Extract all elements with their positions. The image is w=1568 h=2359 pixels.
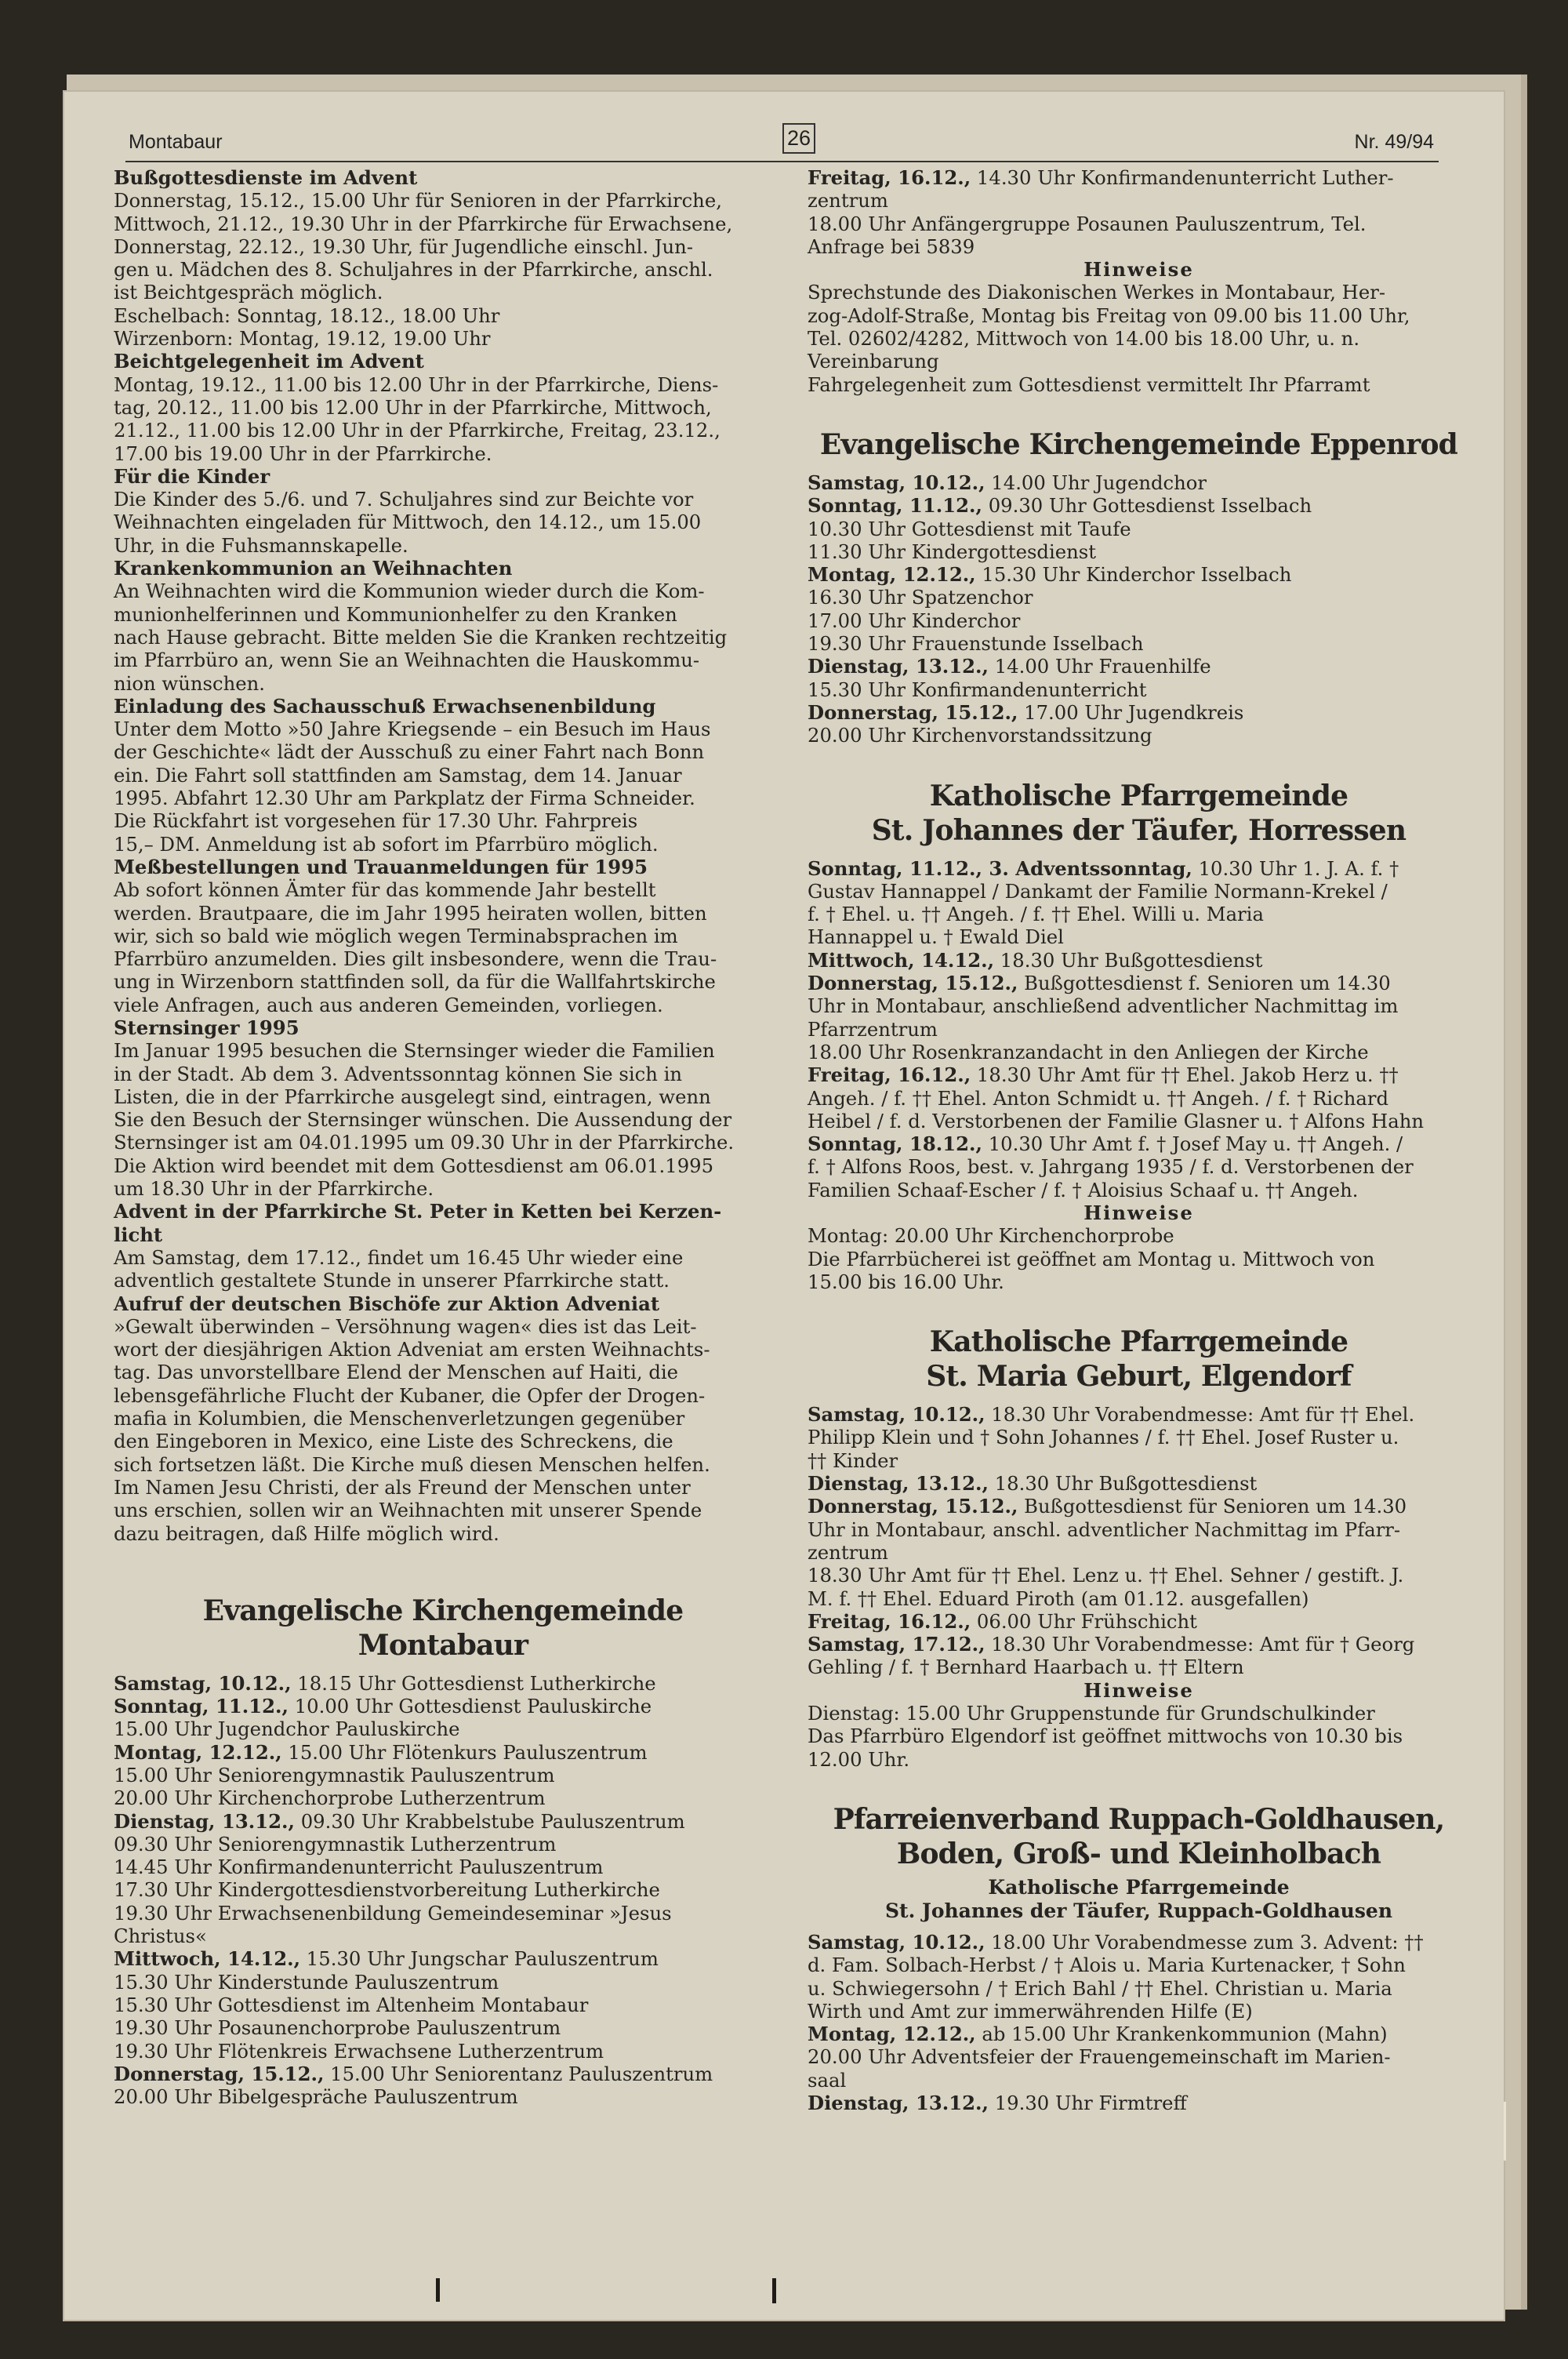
schedule-line — [808, 1132, 1470, 1155]
text-line: Tel. 02602/4282, Mittwoch von 14.00 bis 18.00 Uhr, u. n. — [808, 327, 1360, 351]
schedule-date: Donnerstag, 15.12., — [808, 1495, 1018, 1518]
schedule-date: Sonntag, 18.12., — [808, 1132, 982, 1156]
schedule-line — [808, 540, 1470, 563]
schedule-text: 16.30 Uhr Spatzenchor — [808, 586, 1033, 609]
schedule-line — [808, 994, 1470, 1017]
schedule-line — [114, 2063, 772, 2085]
schedule-date: Dienstag, 13.12., — [808, 1472, 989, 1496]
schedule-line — [808, 1518, 1470, 1541]
schedule-text: d. Fam. Solbach-Herbst / † Alois u. Maria Kurtenacker, † Sohn — [808, 1954, 1406, 1977]
schedule-line — [808, 494, 1470, 517]
text-line: mafia in Kolumbien, die Menschenverletzungen gegenüber — [114, 1407, 685, 1430]
schedule-text: Philipp Klein und † Sohn Johannes / f. †† Ehel. Josef Ruster u. — [808, 1426, 1399, 1449]
text-line: gen u. Mädchen des 8. Schuljahres in der Pfarrkirche, anschl. — [114, 258, 713, 282]
paper-edge-mark — [1504, 2102, 1506, 2161]
text-line: Fahrgelegenheit zum Gottesdienst vermittelt Ihr Pfarramt — [808, 373, 1370, 396]
schedule-text: 20.00 Uhr Kirchenchorprobe Lutherzentrum — [114, 1787, 546, 1810]
schedule-date: Mittwoch, 14.12., — [808, 948, 995, 972]
schedule-line — [114, 1833, 772, 1856]
schedule-date: Freitag, 16.12., — [808, 1063, 971, 1087]
block-heading: Beichtgelegenheit im Advent — [114, 350, 424, 373]
schedule-text: Christus« — [114, 1925, 207, 1948]
schedule-text: 20.00 Uhr Kirchenvorstandssitzung — [808, 724, 1152, 747]
text-line: 1995. Abfahrt 12.30 Uhr am Parkplatz der Firma Schneider. — [114, 787, 695, 810]
schedule-line — [808, 2045, 1470, 2068]
schedule-text: 18.30 Uhr Bußgottesdienst — [994, 948, 1263, 972]
schedule-text: 14.00 Uhr Jugendchor — [985, 471, 1207, 494]
header-town: Montabaur — [129, 131, 223, 153]
block-heading: Krankenkommunion an Weihnachten — [114, 557, 513, 580]
schedule-line — [808, 518, 1470, 540]
text-line: Das Pfarrbüro Elgendorf ist geöffnet mittwochs von 10.30 bis — [808, 1725, 1403, 1748]
schedule-date: Samstag, 10.12., — [114, 1671, 292, 1695]
schedule-line — [808, 235, 1470, 258]
issue-number: Nr. 49/94 — [1354, 131, 1434, 153]
schedule-text: 14.45 Uhr Konfirmandenunterricht Pauluszentrum — [114, 1856, 604, 1879]
text-line: Sie den Besuch der Sternsinger wünschen. Die Aussendung der — [114, 1108, 732, 1132]
schedule-date: Mittwoch, 14.12., — [114, 1947, 301, 1971]
text-line: Sprechstunde des Diakonischen Werkes in Montabaur, Her- — [808, 281, 1386, 304]
schedule-text: Pfarrzentrum — [808, 1017, 938, 1041]
schedule-text: Uhr in Montabaur, anschließend adventlicher Nachmittag im — [808, 994, 1399, 1018]
schedule-line — [808, 2023, 1470, 2045]
schedule-line — [808, 1041, 1470, 1063]
schedule-text: 15.30 Uhr Kinderstunde Pauluszentrum — [114, 1970, 499, 1994]
schedule-text: Heibel / f. d. Verstorbenen der Familie Glasner u. † Alfons Hahn — [808, 1109, 1424, 1132]
section-title: Boden, Groß- und Kleinholbach — [896, 1837, 1381, 1870]
section-title: Evangelische Kirchengemeinde Eppenrod — [819, 427, 1458, 461]
schedule-line — [808, 166, 1470, 189]
schedule-text: 18.15 Uhr Gottesdienst Lutherkirche — [291, 1671, 656, 1695]
schedule-line — [808, 903, 1470, 925]
schedule-line — [114, 1672, 772, 1695]
schedule-text: 15.00 Uhr Jugendchor Pauluskirche — [114, 1717, 460, 1741]
schedule-line — [808, 1018, 1470, 1041]
schedule-line — [808, 701, 1470, 724]
schedule-line — [808, 609, 1470, 632]
schedule-text: Bußgottesdienst f. Senioren um 14.30 — [1018, 972, 1391, 995]
block-heading: licht — [114, 1223, 163, 1246]
text-line: Vereinbarung — [808, 350, 939, 373]
schedule-text: f. † Alfons Roos, best. v. Jahrgang 1935 / f. d. Verstorbenen der — [808, 1155, 1414, 1179]
text-line: 21.12., 11.00 bis 12.00 Uhr in der Pfarrkirche, Freitag, 23.12., — [114, 419, 720, 442]
schedule-text: 18.00 Uhr Rosenkranzandacht in den Anliegen der Kirche — [808, 1040, 1369, 1063]
text-line: ung in Wirzenborn stattfinden soll, da für die Wallfahrtskirche — [114, 970, 716, 994]
text-line: wir, sich so bald wie möglich wegen Terminabsprachen im — [114, 924, 678, 947]
block-heading: Sternsinger 1995 — [114, 1016, 299, 1039]
page-number: 26 — [782, 123, 815, 154]
schedule-line — [808, 1587, 1470, 1610]
schedule-text: 09.30 Uhr Krabbelstube Pauluszentrum — [294, 1809, 685, 1833]
text-line: Ab sofort können Ämter für das kommende Jahr bestellt — [114, 878, 656, 902]
schedule-line — [808, 1449, 1470, 1472]
block-heading: Für die Kinder — [114, 464, 270, 488]
schedule-text: 10.30 Uhr 1. J. A. f. † — [1192, 856, 1399, 880]
schedule-text: 17.30 Uhr Kindergottesdienstvorbereitung Lutherkirche — [114, 1878, 660, 1902]
schedule-line — [808, 1063, 1470, 1086]
section-title: Katholische Pfarrgemeinde — [929, 779, 1348, 812]
section-title: Katholische Pfarrgemeinde — [929, 1325, 1348, 1359]
schedule-line — [114, 1971, 772, 1994]
schedule-text: 18.30 Uhr Vorabendmesse: Amt für †† Ehel. — [985, 1403, 1415, 1427]
text-line: Mittwoch, 21.12., 19.30 Uhr in der Pfarrkirche für Erwachsene, — [114, 212, 733, 235]
schedule-text: 14.00 Uhr Frauenhilfe — [988, 655, 1211, 678]
schedule-date: Freitag, 16.12., — [808, 1609, 971, 1633]
text-line: ein. Die Fahrt soll stattfinden am Samstag, dem 14. Januar — [114, 763, 682, 787]
schedule-line — [808, 880, 1470, 903]
schedule-date: Donnerstag, 15.12., — [808, 700, 1018, 724]
schedule-line — [808, 655, 1470, 678]
schedule-line — [808, 972, 1470, 994]
schedule-line — [114, 1787, 772, 1809]
schedule-line — [808, 1977, 1470, 2000]
schedule-line — [808, 1541, 1470, 1564]
schedule-text: 14.30 Uhr Konfirmandenunterricht Luther- — [971, 166, 1394, 189]
schedule-line — [114, 2085, 772, 2108]
section-title: St. Johannes der Täufer, Horressen — [871, 813, 1406, 847]
schedule-line — [808, 1155, 1470, 1178]
schedule-line — [808, 1495, 1470, 1518]
schedule-line — [114, 2016, 772, 2039]
schedule-text: Uhr in Montabaur, anschl. adventlicher Nachmittag im Pfarr- — [808, 1518, 1401, 1541]
schedule-line — [114, 1856, 772, 1878]
schedule-line — [808, 471, 1470, 494]
text-line: Die Rückfahrt ist vorgesehen für 17.30 Uhr. Fahrpreis — [114, 809, 638, 833]
text-line: Montag: 20.00 Uhr Kirchenchorprobe — [808, 1224, 1174, 1248]
section-subtitle: St. Johannes der Täufer, Ruppach-Goldhausen — [884, 1899, 1392, 1922]
schedule-text: 19.30 Uhr Erwachsenenbildung Gemeindeseminar »Jesus — [114, 1901, 672, 1925]
binding-mark — [772, 2278, 776, 2303]
schedule-text: 09.30 Uhr Seniorengymnastik Lutherzentrum — [114, 1832, 557, 1856]
schedule-text: 15.00 Uhr Seniorengymnastik Pauluszentrum — [114, 1764, 555, 1787]
schedule-date: Samstag, 17.12., — [808, 1633, 985, 1656]
schedule-date: Sonntag, 11.12., — [114, 1695, 289, 1718]
schedule-text: 20.00 Uhr Bibelgespräche Pauluszentrum — [114, 2085, 518, 2109]
right-column — [808, 166, 1470, 2114]
schedule-date: Montag, 12.12., — [114, 1740, 282, 1764]
text-line: Unter dem Motto »50 Jahre Kriegsende – ein Besuch im Haus — [114, 718, 711, 741]
schedule-line — [114, 1902, 772, 1925]
schedule-date: Samstag, 10.12., — [808, 1930, 985, 1954]
text-line: Die Kinder des 5./6. und 7. Schuljahres sind zur Beichte vor — [114, 488, 694, 511]
schedule-line — [808, 857, 1470, 880]
schedule-line — [808, 2069, 1470, 2092]
schedule-text: Gustav Hannappel / Dankamt der Familie Normann-Krekel / — [808, 879, 1388, 903]
schedule-text: ab 15.00 Uhr Krankenkommunion (Mahn) — [975, 2023, 1388, 2046]
schedule-line — [808, 1564, 1470, 1587]
schedule-line — [808, 925, 1470, 948]
schedule-text: 10.00 Uhr Gottesdienst Pauluskirche — [288, 1695, 652, 1718]
schedule-text: 15.30 Uhr Gottesdienst im Altenheim Montabaur — [114, 1993, 589, 2016]
schedule-text: 18.30 Uhr Bußgottesdienst — [988, 1472, 1258, 1496]
schedule-date: Montag, 12.12., — [808, 2023, 976, 2046]
schedule-line — [808, 563, 1470, 586]
text-line: Im Januar 1995 besuchen die Sternsinger wieder die Familien — [114, 1039, 715, 1063]
block-heading: Advent in der Pfarrkirche St. Peter in Ketten bei Kerzen- — [114, 1200, 722, 1223]
schedule-text: u. Schwiegersohn / † Erich Bahl / †† Ehel. Christian u. Maria — [808, 1976, 1392, 2000]
text-line: Uhr, in die Fuhsmannskapelle. — [114, 533, 408, 557]
schedule-text: 18.30 Uhr Amt für †† Ehel. Jakob Herz u. †† — [971, 1063, 1399, 1087]
text-line: nach Hause gebracht. Bitte melden Sie die Kranken rechtzeitig — [114, 625, 728, 649]
schedule-line — [114, 1925, 772, 1947]
schedule-line — [808, 2092, 1470, 2114]
schedule-text: 15.00 Uhr Seniorentanz Pauluszentrum — [324, 2062, 713, 2085]
schedule-line — [114, 1810, 772, 1833]
schedule-text: Familien Schaaf-Escher / f. † Aloisius Schaaf u. †† Angeh. — [808, 1178, 1359, 1201]
schedule-text: f. † Ehel. u. †† Angeh. / f. †† Ehel. Willi u. Maria — [808, 903, 1264, 926]
schedule-line — [808, 632, 1470, 655]
schedule-text: 15.30 Uhr Jungschar Pauluszentrum — [300, 1947, 659, 1971]
page-header — [125, 122, 1439, 162]
schedule-date: Sonntag, 11.12., — [808, 494, 982, 518]
schedule-text: 17.00 Uhr Kinderchor — [808, 609, 1021, 632]
schedule-date: Samstag, 10.12., — [808, 1403, 985, 1427]
text-line: tag. Das unvorstellbare Elend der Menschen auf Haiti, die — [114, 1361, 679, 1384]
text-line: 15,– DM. Anmeldung ist ab sofort im Pfarrbüro möglich. — [114, 832, 659, 856]
text-line: uns erschien, sollen wir an Weihnachten mit unserer Spende — [114, 1499, 702, 1522]
schedule-text: zentrum — [808, 1540, 888, 1564]
text-line: Die Aktion wird beendet mit dem Gottesdienst am 06.01.1995 — [114, 1154, 714, 1177]
text-line: 15.00 bis 16.00 Uhr. — [808, 1270, 1004, 1293]
schedule-date: Sonntag, 11.12., 3. Adventssonntag, — [808, 856, 1192, 880]
schedule-line — [114, 1878, 772, 1901]
schedule-line — [808, 678, 1470, 701]
schedule-text: Bußgottesdienst für Senioren um 14.30 — [1018, 1495, 1407, 1518]
schedule-date: Dienstag, 13.12., — [114, 1809, 295, 1833]
schedule-text: 19.30 Uhr Frauenstunde Isselbach — [808, 632, 1144, 656]
schedule-line — [808, 213, 1470, 235]
schedule-text: 10.30 Uhr Amt f. † Josef May u. †† Angeh. / — [982, 1132, 1403, 1156]
schedule-date: Dienstag, 13.12., — [808, 2092, 989, 2114]
schedule-text: saal — [808, 2068, 847, 2092]
schedule-text: M. f. †† Ehel. Eduard Piroth (am 01.12. ausgefallen) — [808, 1587, 1309, 1610]
schedule-line — [808, 1954, 1470, 1976]
schedule-text: 18.30 Uhr Amt für †† Ehel. Lenz u. †† Ehel. Sehner / gestift. J. — [808, 1564, 1404, 1587]
text-line: adventlich gestaltete Stunde in unserer Pfarrkirche statt. — [114, 1269, 670, 1292]
text-line: nion wünschen. — [114, 671, 265, 695]
schedule-date: Donnerstag, 15.12., — [114, 2062, 325, 2085]
schedule-date: Dienstag, 13.12., — [808, 655, 989, 678]
text-line: Listen, die in der Pfarrkirche ausgelegt sind, eintragen, wenn — [114, 1085, 711, 1108]
text-line: tag, 20.12., 11.00 bis 12.00 Uhr in der Pfarrkirche, Mittwoch, — [114, 395, 712, 419]
schedule-line — [808, 1110, 1470, 1132]
block-heading: Bußgottesdienste im Advent — [114, 166, 418, 189]
schedule-text: 18.00 Uhr Vorabendmesse zum 3. Advent: †† — [985, 1930, 1424, 1954]
schedule-line — [114, 1994, 772, 2016]
text-line: Weihnachten eingeladen für Mittwoch, den 14.12., um 15.00 — [114, 511, 702, 534]
text-line: munionhelferinnen und Kommunionhelfer zu den Kranken — [114, 602, 677, 626]
schedule-line — [114, 1764, 772, 1787]
block-heading: Meßbestellungen und Trauanmeldungen für 1995 — [114, 855, 648, 878]
schedule-line — [114, 1717, 772, 1740]
schedule-text: 11.30 Uhr Kindergottesdienst — [808, 540, 1097, 563]
section-title: Evangelische Kirchengemeinde Montabaur — [202, 1594, 684, 1662]
section-title: Pfarreienverband Ruppach-Goldhausen, — [833, 1802, 1445, 1836]
schedule-text: 20.00 Uhr Adventsfeier der Frauengemeinschaft im Marien- — [808, 2045, 1391, 2069]
text-line: lebensgefährliche Flucht der Kubaner, die Opfer der Drogen- — [114, 1383, 706, 1407]
schedule-line — [808, 1656, 1470, 1678]
schedule-text: Wirth und Amt zur immerwährenden Hilfe (E) — [808, 1999, 1253, 2023]
schedule-line — [114, 2040, 772, 2063]
text-line: Am Samstag, dem 17.12., findet um 16.45 Uhr wieder eine — [114, 1245, 684, 1269]
schedule-text: 06.00 Uhr Frühschicht — [971, 1609, 1197, 1633]
text-line: ist Beichtgespräch möglich. — [114, 281, 383, 304]
schedule-text: Gehling / f. † Bernhard Haarbach u. †† Eltern — [808, 1656, 1244, 1679]
text-line: viele Anfragen, auch aus anderen Gemeinden, vorliegen. — [114, 993, 663, 1016]
text-line: 12.00 Uhr. — [808, 1747, 910, 1771]
text-line: um 18.30 Uhr in der Pfarrkirche. — [114, 1177, 434, 1201]
text-line: »Gewalt überwinden – Versöhnung wagen« dies ist das Leit- — [114, 1314, 697, 1338]
schedule-text: 15.00 Uhr Flötenkurs Pauluszentrum — [281, 1740, 648, 1764]
schedule-line — [808, 1087, 1470, 1110]
schedule-text: 19.30 Uhr Posaunenchorprobe Pauluszentrum — [114, 2016, 561, 2040]
text-line: sich fortsetzen läßt. Die Kirche muß diesen Menschen helfen. — [114, 1452, 710, 1476]
schedule-line — [114, 1695, 772, 1717]
schedule-text: 19.30 Uhr Flötenkreis Erwachsene Lutherzentrum — [114, 2039, 604, 2063]
section-title: St. Maria Geburt, Elgendorf — [926, 1360, 1352, 1394]
text-line: den Eingeboren in Mexico, eine Liste des Schreckens, die — [114, 1430, 673, 1453]
text-line: in der Stadt. Ab dem 3. Adventssonntag können Sie sich in — [114, 1062, 683, 1085]
schedule-line — [808, 1610, 1470, 1633]
schedule-line — [808, 1472, 1470, 1495]
text-line: Eschelbach: Sonntag, 18.12., 18.00 Uhr — [114, 304, 500, 327]
hinweise-heading: Hinweise — [1083, 1678, 1194, 1702]
schedule-line — [808, 1633, 1470, 1656]
schedule-text: zentrum — [808, 189, 888, 213]
text-line: Pfarrbüro anzumelden. Dies gilt insbesondere, wenn die Trau- — [114, 947, 717, 971]
schedule-text: 18.30 Uhr Vorabendmesse: Amt für † Georg — [985, 1633, 1415, 1656]
schedule-line — [808, 949, 1470, 972]
schedule-date: Samstag, 10.12., — [808, 471, 985, 494]
schedule-text: 19.30 Uhr Firmtreff — [988, 2092, 1187, 2114]
text-line: Im Namen Jesu Christi, der als Freund der Menschen unter — [114, 1475, 691, 1499]
schedule-date: Donnerstag, 15.12., — [808, 972, 1018, 995]
schedule-line — [808, 2000, 1470, 2023]
hinweise-heading: Hinweise — [1083, 1201, 1194, 1224]
schedule-text: Anfrage bei 5839 — [808, 234, 975, 258]
text-line: werden. Brautpaare, die im Jahr 1995 heiraten wollen, bitten — [114, 901, 707, 925]
text-line: Donnerstag, 22.12., 19.30 Uhr, für Jugendliche einschl. Jun- — [114, 234, 694, 258]
schedule-line — [808, 586, 1470, 609]
schedule-text: 18.00 Uhr Anfängergruppe Posaunen Pauluszentrum, Tel. — [808, 212, 1367, 235]
text-line: zog-Adolf-Straße, Montag bis Freitag von 09.00 bis 11.00 Uhr, — [808, 304, 1410, 327]
text-line: Montag, 19.12., 11.00 bis 12.00 Uhr in der Pfarrkirche, Diens- — [114, 373, 719, 396]
schedule-line — [808, 1931, 1470, 1954]
text-line: Dienstag: 15.00 Uhr Gruppenstunde für Grundschulkinder — [808, 1702, 1375, 1725]
text-line: An Weihnachten wird die Kommunion wieder durch die Kom- — [114, 580, 705, 603]
binding-mark — [436, 2278, 440, 2302]
schedule-text: 15.30 Uhr Kinderchor Isselbach — [975, 563, 1292, 587]
text-line: der Geschichte« lädt der Ausschuß zu einer Fahrt nach Bonn — [114, 740, 705, 764]
schedule-text: 10.30 Uhr Gottesdienst mit Taufe — [808, 517, 1131, 540]
schedule-text: †† Kinder — [808, 1448, 898, 1472]
hinweise-heading: Hinweise — [1083, 258, 1194, 282]
text-line: wort der diesjährigen Aktion Adveniat am ersten Weihnachts- — [114, 1338, 710, 1361]
schedule-line — [808, 1179, 1470, 1201]
block-heading: Aufruf der deutschen Bischöfe zur Aktion Adveniat — [114, 1292, 660, 1315]
section-subtitle: Katholische Pfarrgemeinde — [988, 1875, 1290, 1899]
block-heading: Einladung des Sachausschuß Erwachsenenbildung — [114, 694, 656, 718]
text-line: im Pfarrbüro an, wenn Sie an Weihnachten die Hauskommu- — [114, 649, 700, 672]
text-line: 17.00 bis 19.00 Uhr in der Pfarrkirche. — [114, 442, 492, 465]
schedule-date: Freitag, 16.12., — [808, 166, 971, 189]
schedule-line — [808, 189, 1470, 212]
schedule-text: Angeh. / f. †† Ehel. Anton Schmidt u. †† Angeh. / f. † Richard — [808, 1086, 1389, 1110]
schedule-line — [808, 724, 1470, 747]
schedule-line — [808, 1426, 1470, 1448]
schedule-text: Hannappel u. † Ewald Diel — [808, 925, 1064, 949]
text-line: Wirzenborn: Montag, 19.12, 19.00 Uhr — [114, 327, 491, 351]
schedule-line — [114, 1947, 772, 1970]
schedule-line — [114, 1741, 772, 1764]
text-line: Donnerstag, 15.12., 15.00 Uhr für Senioren in der Pfarrkirche, — [114, 189, 722, 213]
schedule-text: 15.30 Uhr Konfirmandenunterricht — [808, 678, 1147, 701]
schedule-text: 09.30 Uhr Gottesdienst Isselbach — [982, 494, 1312, 518]
left-column — [114, 166, 772, 2108]
text-line: Sternsinger ist am 04.01.1995 um 09.30 Uhr in der Pfarrkirche. — [114, 1131, 735, 1154]
text-line: Die Pfarrbücherei ist geöffnet am Montag u. Mittwoch von — [808, 1247, 1375, 1270]
schedule-line — [808, 1403, 1470, 1426]
schedule-text: 17.00 Uhr Jugendkreis — [1018, 700, 1244, 724]
schedule-date: Montag, 12.12., — [808, 563, 976, 587]
text-line: dazu beitragen, daß Hilfe möglich wird. — [114, 1521, 499, 1545]
